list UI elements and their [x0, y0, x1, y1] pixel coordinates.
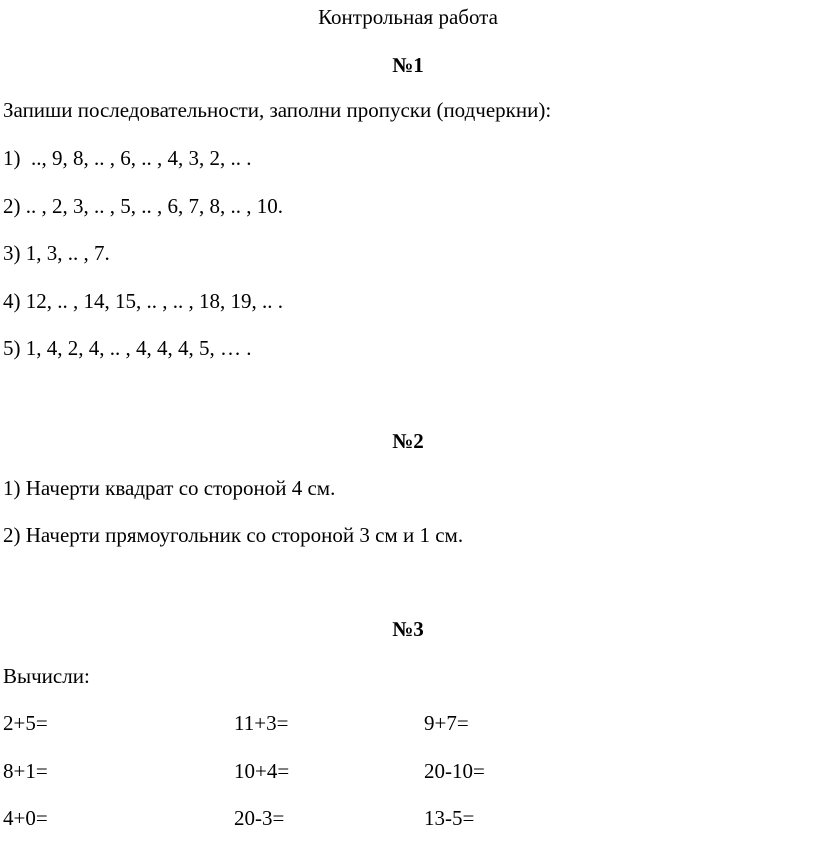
task1-instruction: Запиши последовательности, заполни пропуски (подчеркни):	[3, 98, 552, 122]
expression: 20-10=	[424, 759, 485, 783]
expression: 20-3=	[234, 806, 285, 830]
expression: 9+7=	[424, 711, 469, 735]
expression: 2+5=	[3, 711, 48, 735]
task3-heading: №3	[392, 617, 424, 641]
task1-heading: №1	[392, 53, 424, 77]
document-title: Контрольная работа	[318, 5, 498, 29]
task1-item-3: 3) 1, 3, .. , 7.	[3, 241, 110, 265]
task1-item-4: 4) 12, .. , 14, 15, .. , .. , 18, 19, .. .	[3, 289, 283, 313]
expression: 8+1=	[3, 759, 48, 783]
expression: 13-5=	[424, 806, 475, 830]
expression: 11+3=	[234, 711, 289, 735]
task1-item-5: 5) 1, 4, 2, 4, .. , 4, 4, 4, 5, … .	[3, 336, 252, 360]
expression: 4+0=	[3, 806, 48, 830]
task2-heading: №2	[392, 429, 424, 453]
task2-item-2: 2) Начерти прямоугольник со стороной 3 см и 1 см.	[3, 523, 464, 547]
task3-instruction: Вычисли:	[3, 664, 90, 688]
task1-item-1: 1) .., 9, 8, .. , 6, .. , 4, 3, 2, .. .	[3, 146, 252, 170]
expression: 10+4=	[234, 759, 290, 783]
task2-item-1: 1) Начерти квадрат со стороной 4 см.	[3, 476, 336, 500]
task1-item-2: 2) .. , 2, 3, .. , 5, .. , 6, 7, 8, .. , 10.	[3, 194, 283, 218]
